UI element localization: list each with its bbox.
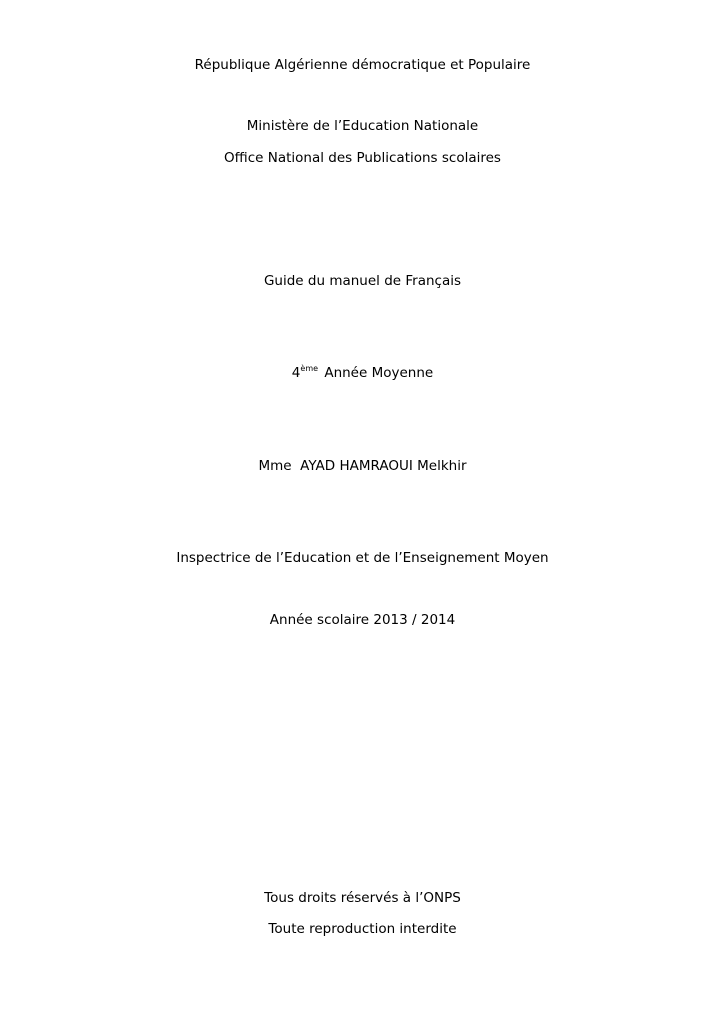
republic-heading: République Algérienne démocratique et Populaire [194,57,531,73]
author-name: Mme AYAD HAMRAOUI Melkhir [258,458,467,474]
rights-notice: Tous droits réservés à l’ONPS [264,890,461,906]
grade-number: 4 [291,365,301,381]
grade-line [0,364,725,384]
office-heading: Office National des Publications scolaires [224,150,501,166]
grade-superscript: ème [300,364,319,373]
school-year: Année scolaire 2013 / 2014 [269,612,456,628]
ministry-heading: Ministère de l’Education Nationale [246,118,479,134]
reproduction-notice: Toute reproduction interdite [268,921,457,937]
guide-title: Guide du manuel de Français [263,273,462,289]
grade-label: Année Moyenne [324,365,434,381]
author-role: Inspectrice de l’Education et de l’Enseignement Moyen [176,550,549,566]
